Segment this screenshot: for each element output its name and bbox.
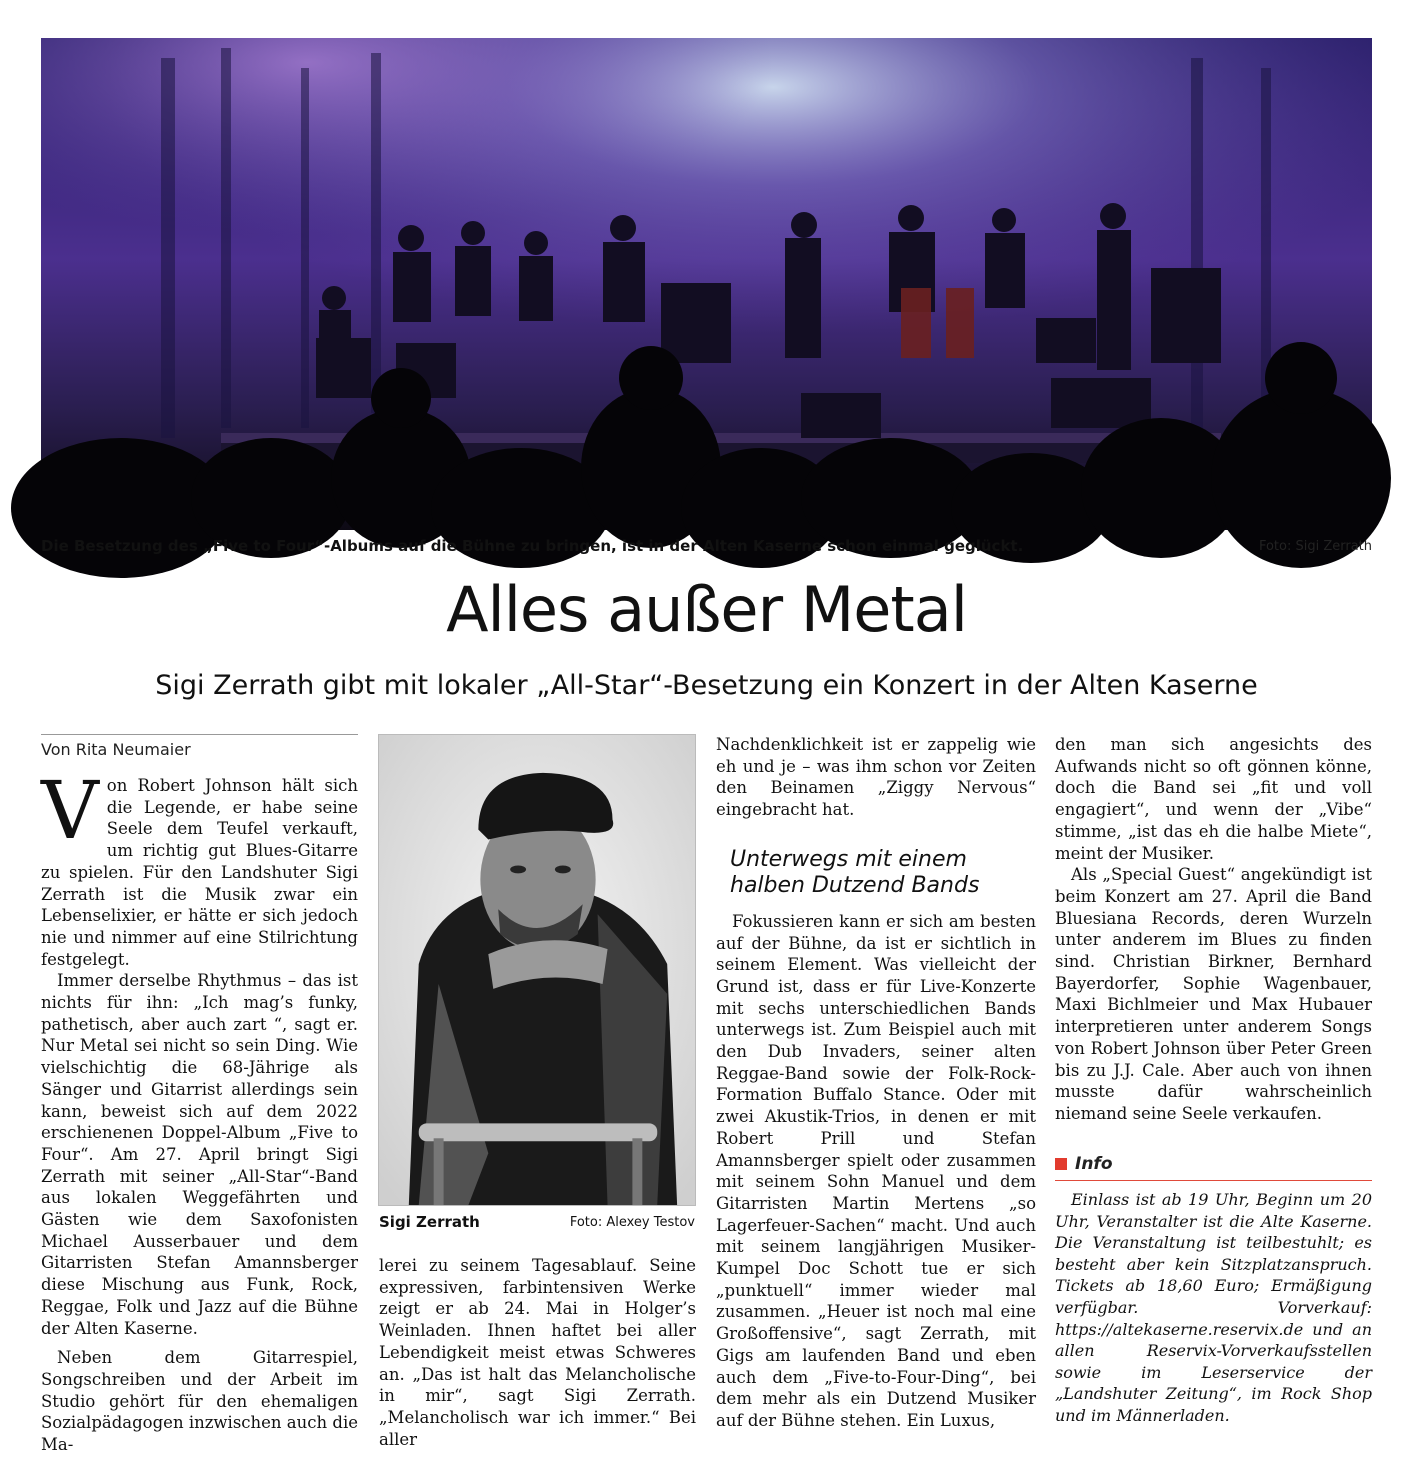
- paragraph: Fokussieren kann er sich am besten auf der Bühne, da ist er sichtlich in seinem Element. Was vielleicht der Grund ist, dass er für Live-Konzerte mit sechs unterschiedlichen Bands unterwegs ist. Zum Beispiel auch mit den Dub Invaders, seiner alten Reggae-Band sowie der Folk-Rock-Formation Buffalo Stance. Oder mit zwei Akustik-Trios, in denen er mit Robert Prill und Stefan Amannsberger spielt oder zusammen mit seinem Sohn Manuel und dem Gitarristen Martin Mertens „so Lagerfeuer-Sachen“ macht. Und auch mit seinem langjährigen Musiker-Kumpel Doc Schott tue er sich „punktuell“ immer wieder mal zusammen. „Heuer ist noch mal eine Großoffensive“, sagt Zerrath, mit Gigs am laufenden Band und eben auch dem „Five-to-Four-Ding“, bei dem mehr als ein Dutzend Musiker auf der Bühne stehen. Ein Luxus,: [716, 911, 1036, 1430]
- headline: Alles außer Metal: [446, 573, 967, 646]
- photo-caption-row: [41, 537, 1372, 561]
- photo-caption: Die Besetzung des „Five to Four“-Albums auf die Bühne zu bringen, ist in der Alten Kaserne schon einmal geglückt.: [41, 537, 1024, 555]
- portrait-credit: Foto: Alexey Testov: [569, 1215, 695, 1230]
- info-label: Info: [1075, 1154, 1113, 1174]
- photo-credit: Foto: Sigi Zerrath: [1258, 539, 1372, 554]
- paragraph: Als „Special Guest“ angekündigt ist beim Konzert am 27. April die Band Bluesiana Records, deren Wurzeln unter anderem im Blues zu finden sind. Christian Birkner, Bernhard Bayerdorfer, Sophie Wagenbauer, Maxi Bichlmeier und Max Hubauer interpretieren unter anderem Songs von Robert Johnson über Peter Green bis zu J.J. Cale. Aber auch von ihnen musste dafür wahrscheinlich niemand seine Seele verkaufen.: [1055, 865, 1372, 1123]
- portrait-caption: Sigi Zerrath: [379, 1213, 480, 1231]
- subheadline: Sigi Zerrath gibt mit lokaler „All-Star“-Besetzung ein Konzert in der Alten Kaserne: [155, 670, 1258, 701]
- paragraph: Nachdenklichkeit ist er zappelig wie eh und je – was ihm schon vor Zeiten den Beinamen „Ziggy Nervous“ eingebracht hat.: [716, 735, 1036, 820]
- info-box-text: Einlass ist ab 19 Uhr, Beginn um 20 Uhr, Veranstalter ist die Alte Kaserne. Die Veranstaltung ist teilbestuhlt; es besteht aber kein Sitzplatzanspruch. Tickets ab 18,60 Euro; Ermäßigung verfügbar. Vorverkauf: https://altekaserne.reservix.de und an allen Reservix-Vorverkaufsstellen sowie im Leserservice der „Landshuter Zeitung“, im Rock Shop und im Männerladen.: [1055, 1190, 1372, 1425]
- paragraph: on Robert Johnson hält sich die Legende, er habe seine Seele dem Teufel verkauft, um richtig gut Blues-Gitarre zu spielen. Für den Landshuter Sigi Zerrath ist die Musik zwar ein Lebenselixier, er hätte er sich jedoch nie und nimmer auf eine Stilrichtung festgelegt.: [41, 776, 358, 969]
- portrait-photo: [378, 734, 696, 1206]
- section-subheading: Unterwegs mit einem halben Dutzend Bands: [730, 846, 980, 898]
- paragraph: Immer derselbe Rhythmus – das ist nichts für ihn: „Ich mag’s funky, pathetisch, aber auch zart “, sagt er. Nur Metal sei nicht so sein Ding. Wie vielschichtig die 68-Jährige als Sänger und Gitarrist allerdings sein kann, beweist sich auf dem 2022 erschienenen Doppel-Album „Five to Four“. Am 27. April bringt Sigi Zerrath mit seiner „All-Star“-Band aus lokalen Weggefährten und Gästen wie dem Saxofonisten Michael Ausserbauer und dem Gitarristen Stefan Amannsberger diese Mischung aus Funk, Rock, Reggae, Folk und Jazz auf die Bühne der Alten Kaserne.: [41, 971, 358, 1338]
- paragraph: den man sich angesichts des Aufwands nicht so oft gönnen könne, doch die Band sei „fit und voll engagiert“, und wenn der „Vibe“ stimme, „ist das eh die halbe Miete“, meint der Musiker.: [1055, 735, 1372, 863]
- column-2: [379, 1255, 696, 1449]
- info-square-icon: [1055, 1158, 1067, 1170]
- column-4: [1055, 734, 1372, 1154]
- byline: Von Rita Neumaier: [41, 734, 358, 759]
- paragraph: Neben dem Gitarrespiel, Songschreiben und der Arbeit im Studio gehört für den ehemaligen Sozialpädagogen inzwischen auch die Ma-: [41, 1348, 358, 1455]
- paragraph: lerei zu seinem Tagesablauf. Seine expressiven, farbintensiven Werke zeigt er ab 24. Mai in Holger’s Weinladen. Ihnen haftet bei aller Lebendigkeit meist etwas Schweres an. „Das ist halt das Melancholische in mir“, sagt Sigi Zerrath. „Melancholisch war ich immer.“ Bei aller: [379, 1256, 696, 1449]
- column-3: [716, 734, 1036, 1436]
- portrait-caption-row: [379, 1213, 695, 1235]
- dropcap: V: [41, 764, 99, 857]
- column-1: [41, 764, 358, 1455]
- concert-photo: [41, 38, 1372, 530]
- info-box-header: [1055, 1154, 1372, 1181]
